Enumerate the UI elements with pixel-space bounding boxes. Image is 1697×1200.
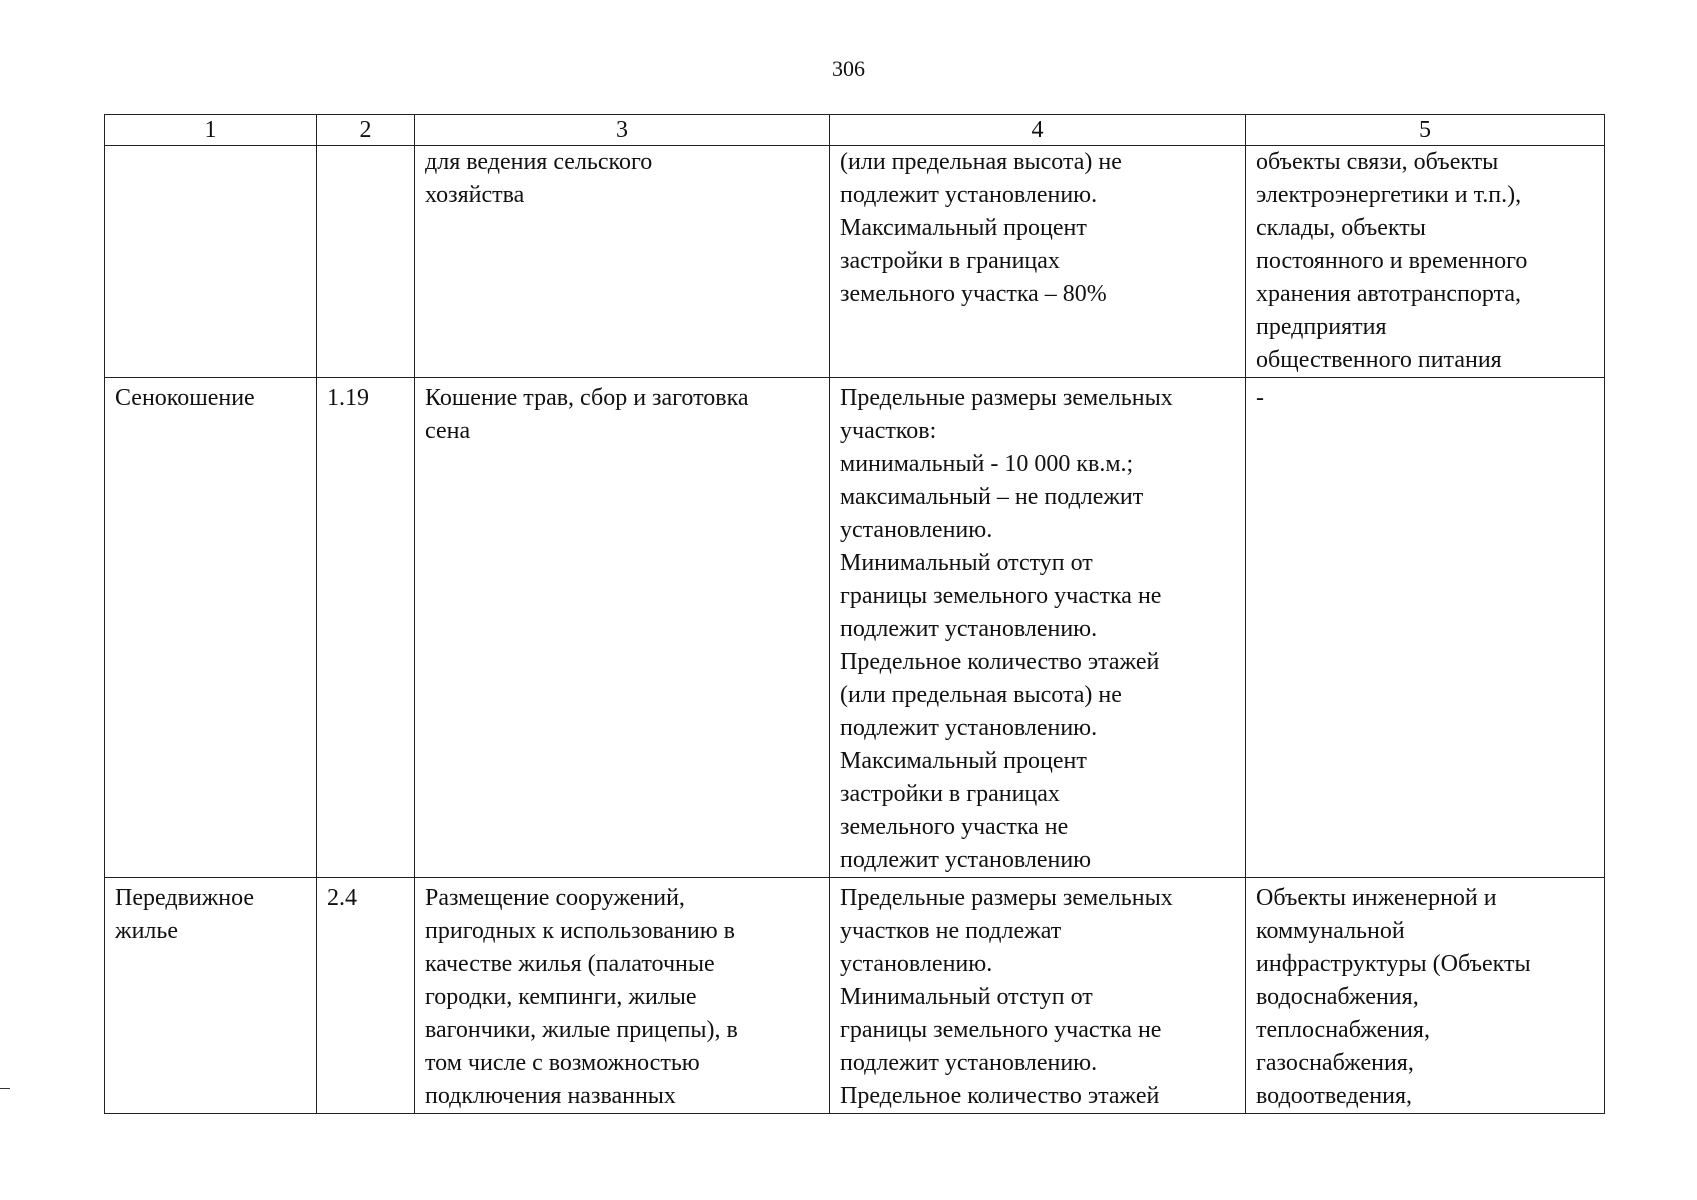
- cell-use-name: [105, 146, 317, 378]
- cell-code: [317, 878, 415, 1114]
- cell-text-line: границы земельного участка не: [840, 583, 1162, 609]
- header-col-4: 4: [830, 115, 1246, 146]
- cell-text-line: объекты связи, объекты: [1256, 149, 1499, 175]
- cell-text-line: Сенокошение: [115, 385, 255, 411]
- cell-text-line: Минимальный отступ от: [840, 984, 1093, 1010]
- table-row: [105, 146, 1605, 378]
- cell-code: [317, 378, 415, 878]
- cell-text-line: Минимальный отступ от: [840, 550, 1093, 576]
- cell-text-line: том числе с возможностью: [425, 1050, 700, 1076]
- cell-text-line: (или предельная высота) не: [840, 149, 1122, 175]
- cell-text-line: Предельное количество этажей: [840, 649, 1160, 675]
- cell-text-line: Размещение сооружений,: [425, 885, 685, 911]
- cell-text-line: инфраструктуры (Объекты: [1256, 951, 1531, 977]
- page-number: 306: [832, 56, 865, 81]
- cell-auxiliary-uses: [1246, 878, 1605, 1114]
- cell-use-name: [105, 378, 317, 878]
- cell-text-line: Предельные размеры земельных: [840, 885, 1173, 911]
- cell-text-line: водоотведения,: [1256, 1083, 1412, 1109]
- cell-text-line: предприятия: [1256, 314, 1387, 340]
- header-row: [105, 115, 1605, 146]
- cell-text-line: подключения названных: [425, 1083, 676, 1109]
- cell-text-line: Предельное количество этажей: [840, 1083, 1160, 1109]
- cell-text-line: установлению.: [840, 517, 993, 543]
- cell-text-line: 1.19: [327, 385, 369, 411]
- cell-text-line: сена: [425, 418, 471, 444]
- cell-text-line: электроэнергетики и т.п.),: [1256, 182, 1522, 208]
- cell-text-line: застройки в границах: [840, 781, 1060, 807]
- cell-text-line: Объекты инженерной и: [1256, 885, 1497, 911]
- cell-parameters: [830, 878, 1246, 1114]
- cell-text-line: хозяйства: [425, 182, 525, 208]
- cell-text-line: водоснабжения,: [1256, 984, 1419, 1010]
- cell-text-line: участков не подлежат: [840, 918, 1062, 944]
- cell-text-line: земельного участка не: [840, 814, 1069, 840]
- cell-description: [415, 878, 830, 1114]
- header-col-2: 2: [317, 115, 415, 146]
- cell-text-line: подлежит установлению.: [840, 1050, 1098, 1076]
- cell-text-line: 2.4: [327, 885, 357, 911]
- cell-text-line: общественного питания: [1256, 347, 1502, 373]
- cell-text-line: подлежит установлению.: [840, 616, 1098, 642]
- cell-text-line: газоснабжения,: [1256, 1050, 1414, 1076]
- cell-text-line: установлению.: [840, 951, 993, 977]
- cell-text-line: границы земельного участка не: [840, 1017, 1162, 1043]
- cell-description: [415, 378, 830, 878]
- cell-text-line: коммунальной: [1256, 918, 1405, 944]
- cell-text-line: земельного участка – 80%: [840, 281, 1107, 307]
- cell-text-line: качестве жилья (палаточные: [425, 951, 715, 977]
- cell-parameters: [830, 146, 1246, 378]
- cell-text-line: для ведения сельского: [425, 149, 653, 175]
- header-col-1: 1: [105, 115, 317, 146]
- cell-description: [415, 146, 830, 378]
- header-col-5: 5: [1246, 115, 1605, 146]
- cell-text-line: -: [1256, 385, 1264, 411]
- cell-text-line: хранения автотранспорта,: [1256, 281, 1522, 307]
- cell-auxiliary-uses: [1246, 146, 1605, 378]
- cell-text-line: застройки в границах: [840, 248, 1060, 274]
- cell-text-line: (или предельная высота) не: [840, 682, 1122, 708]
- cell-text-line: Максимальный процент: [840, 748, 1087, 774]
- cell-text-line: подлежит установлению: [840, 847, 1092, 873]
- cell-text-line: постоянного и временного: [1256, 248, 1528, 274]
- cell-use-name: [105, 878, 317, 1114]
- cell-parameters: [830, 378, 1246, 878]
- cell-text-line: склады, объекты: [1256, 215, 1426, 241]
- cell-text-line: участков:: [840, 418, 937, 444]
- cell-text-line: Передвижное: [115, 885, 255, 911]
- cell-text-line: Кошение трав, сбор и заготовка: [425, 385, 749, 411]
- cell-text-line: пригодных к использованию в: [425, 918, 735, 944]
- cell-text-line: Предельные размеры земельных: [840, 385, 1173, 411]
- cell-text-line: подлежит установлению.: [840, 715, 1098, 741]
- cell-text-line: теплоснабжения,: [1256, 1017, 1430, 1043]
- zoning-table: [104, 114, 1605, 1114]
- cell-text-line: минимальный - 10 000 кв.м.;: [840, 451, 1134, 477]
- cell-text-line: жилье: [115, 918, 178, 944]
- margin-mark: [0, 1088, 10, 1089]
- table-row: [105, 378, 1605, 878]
- table-row: [105, 878, 1605, 1114]
- cell-text-line: вагончики, жилые прицепы), в: [425, 1017, 738, 1043]
- cell-text-line: максимальный – не подлежит: [840, 484, 1144, 510]
- header-col-3: 3: [415, 115, 830, 146]
- cell-code: [317, 146, 415, 378]
- cell-text-line: подлежит установлению.: [840, 182, 1098, 208]
- cell-text-line: городки, кемпинги, жилые: [425, 984, 697, 1010]
- cell-auxiliary-uses: [1246, 378, 1605, 878]
- cell-text-line: Максимальный процент: [840, 215, 1087, 241]
